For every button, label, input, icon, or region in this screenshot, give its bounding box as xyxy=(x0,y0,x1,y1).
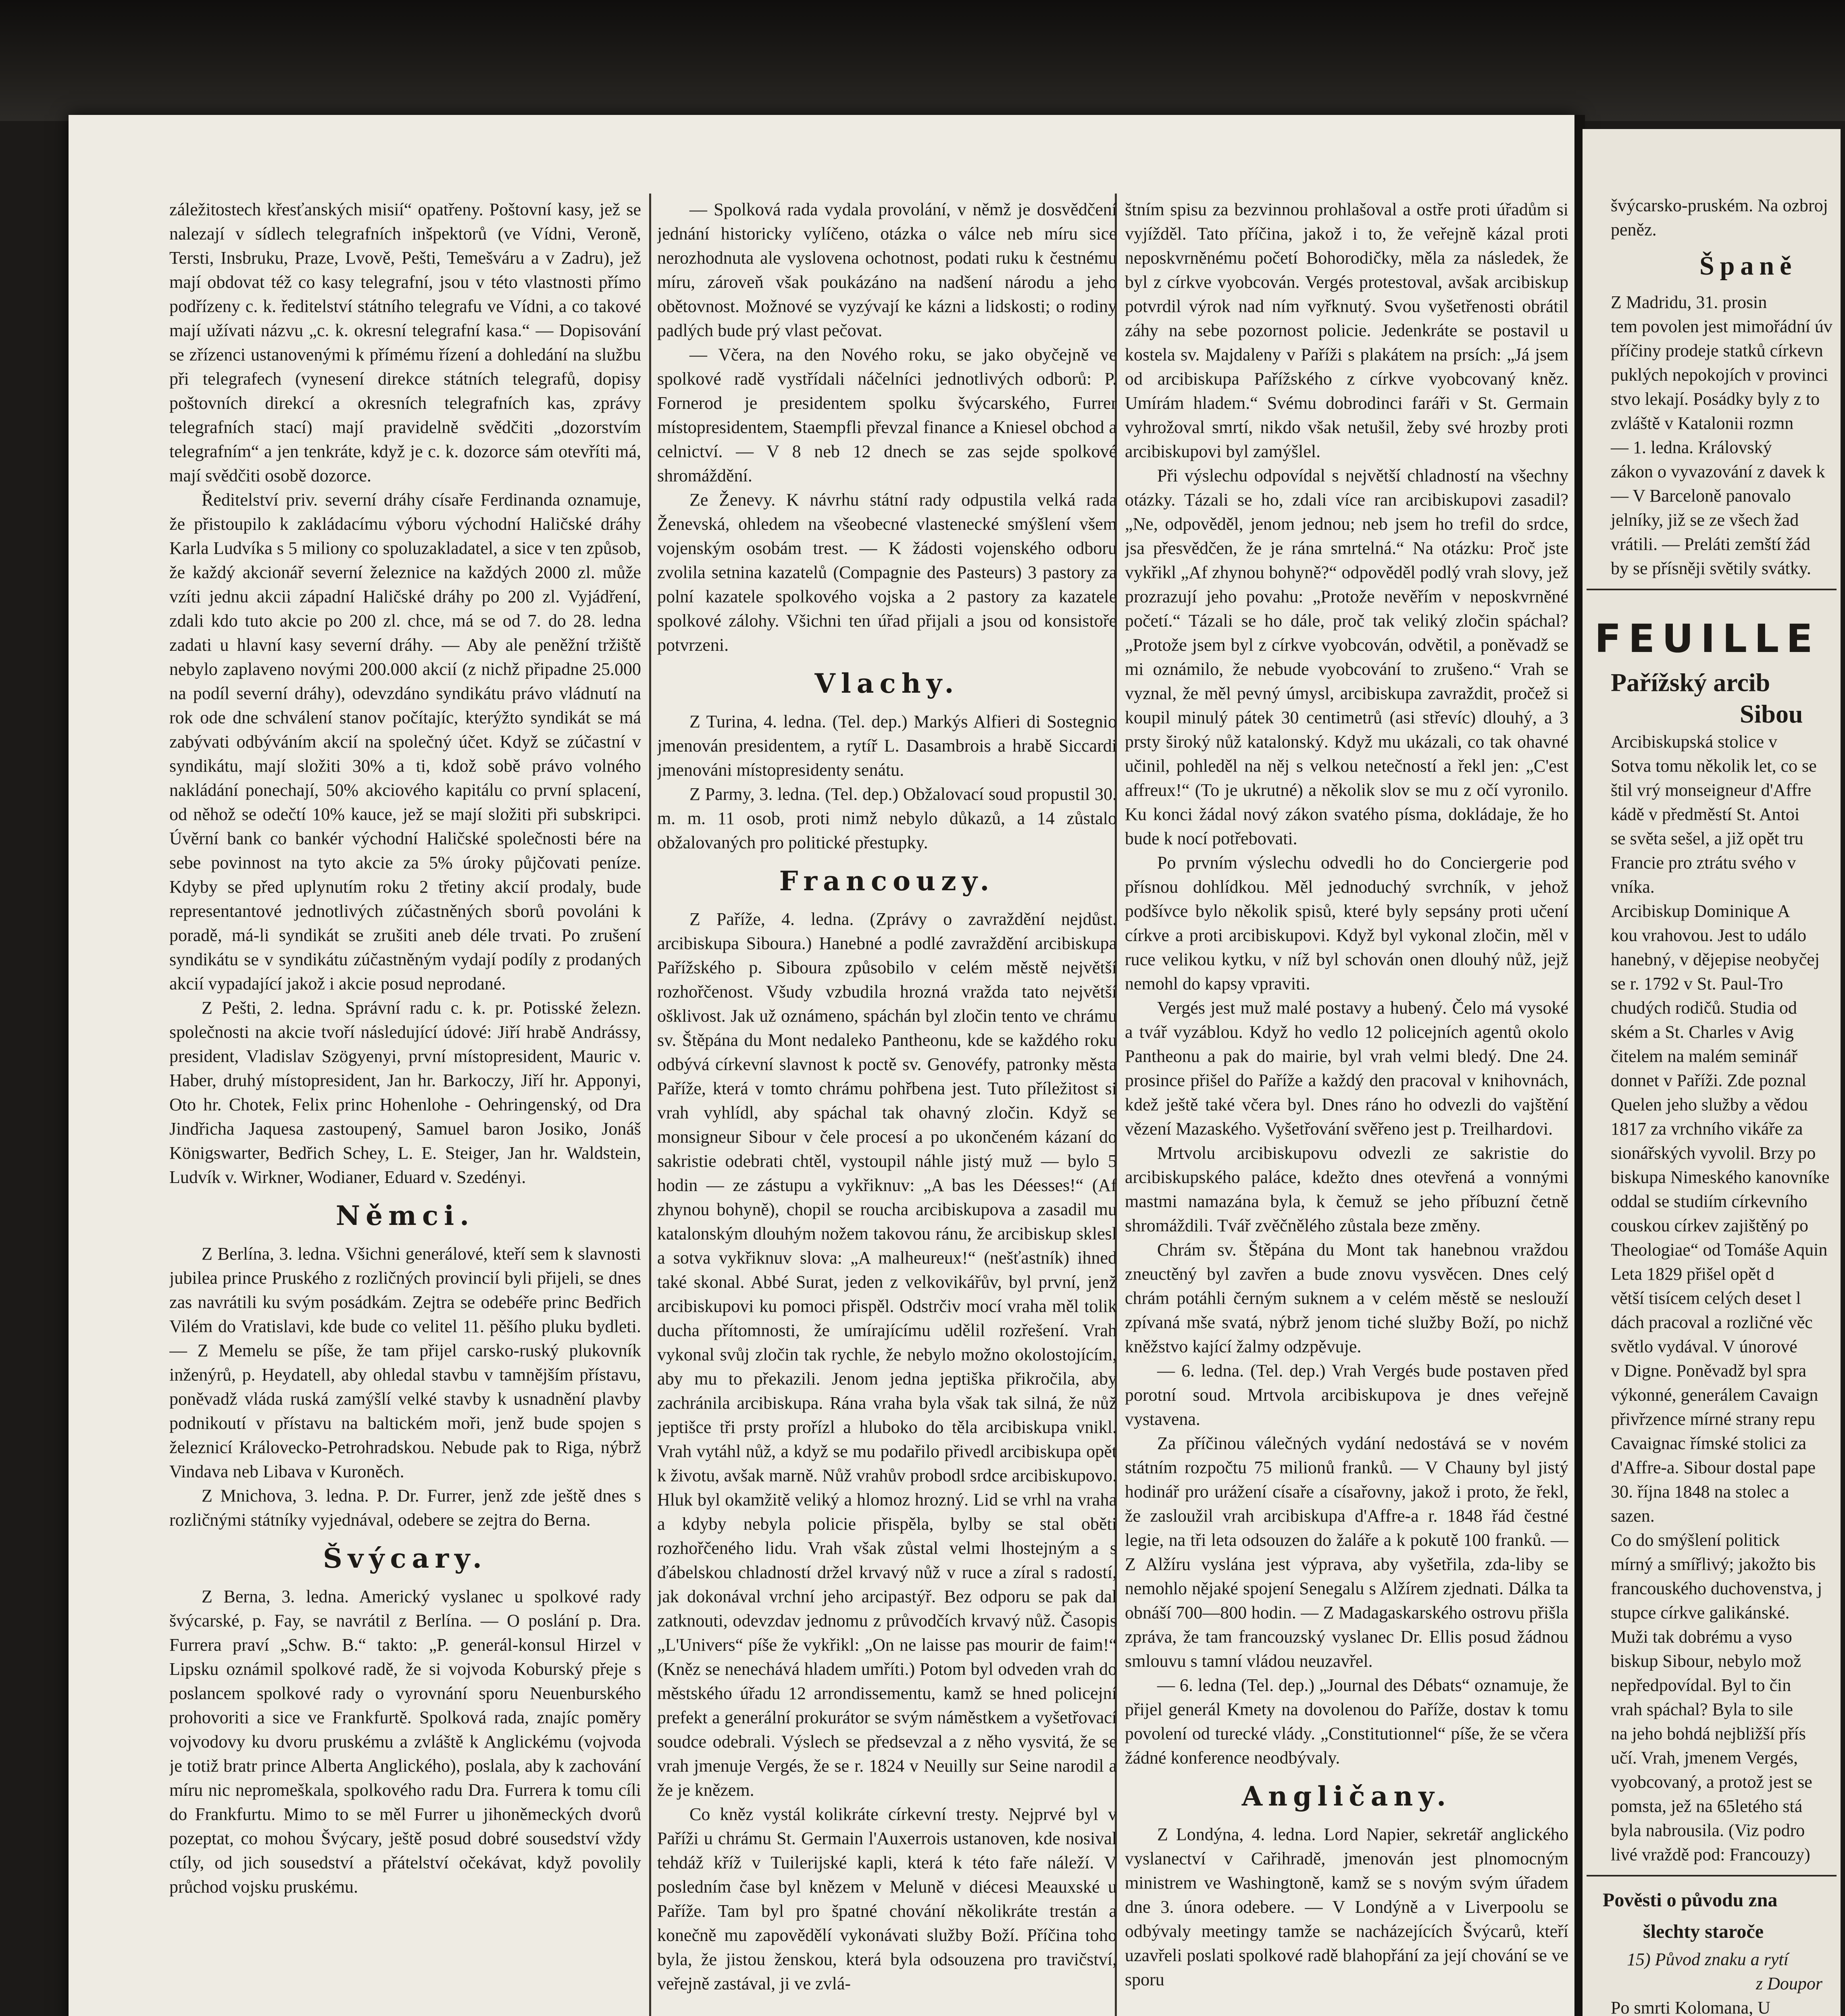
text-line: Z Madridu, 31. prosin xyxy=(1611,292,1767,312)
article-paragraph: Z Berlína, 3. ledna. Všichni generálové, kteří sem k slavnosti jubilea prince Pruského z rozličných provincií byli přijeli, se dnes zas navrátili ku svým posádkám. Zejtra se odebéře princ Bedřich Vilém do Vratislavi, kde bude co velitel 11. pěšího pluku bydleti. — Z Memelu se píše, že tam přijel carsko-ruský plukovník inženýrů, p. Heydatell, aby ohledal stavbu v tamnějším přístavu, poněvadž vláda ruská zamýšlí velké stavby k usnadnění plavby podnikoutí v přístavu na baltickém moři, jenž bude spojen s železnicí Královecko-Petrohradskou. Nebude pak to Riga, nýbrž Vindava neb Libava v Kuroněch. xyxy=(169,1244,641,1481)
story-subheading: 15) Původ znaku a rytí xyxy=(1627,1949,1789,1969)
article-paragraph: Co kněz vystál kolikráte církevní tresty. Nejprvé byl v Paříži u chrámu St. Germain l'Auxerrois ustanoven, kde nosival tehdáž kříž v Tuilerijské kapli, která k této faře náleží. V posledním čase byl knězem v Meluně v diécesi Meauxské u Paříže. Tam byl pro špatné chování několikráte trestán a konečně mu zapovědělí vykonávati služby Boží. Příčina toho byla, že jistou ženskou, která byla odsouzena pro travičství, veřejně zastával, ji ve zvlá- xyxy=(657,1804,1117,1993)
column-4-adjacent xyxy=(1587,194,1837,2016)
text-line: sazen. xyxy=(1611,1506,1655,1526)
text-line: donnet v Paříži. Zde poznal xyxy=(1611,1070,1807,1090)
scan-background-top xyxy=(0,0,1845,121)
text-line: Sotva tomu několik let, co se xyxy=(1611,756,1817,776)
text-line: by se přísněji světily svátky. xyxy=(1611,558,1811,578)
text-line: učí. Vrah, jmenem Vergés, xyxy=(1611,1748,1798,1768)
story-subheading: z Doupor xyxy=(1756,1974,1823,1993)
text-line: chudých rodičů. Studia od xyxy=(1611,998,1797,1018)
article-paragraph: Z Mnichova, 3. ledna. P. Dr. Furrer, jenž zde ještě dnes s rozličnými státníky vyjednával, odebere se zejtra do Berna. xyxy=(169,1486,641,1530)
text-line: — 1. ledna. Královský xyxy=(1611,437,1772,457)
column-1 xyxy=(169,198,641,2016)
article-paragraph: záležitostech křesťanských misií“ opatřeny. Poštovní kasy, jež se nalezají v sídlech telegrafních inšpektorů (ve Vídni, Veroně, Tersti, Insbruku, Praze, Lvově, Pešti, Temešváru a v Zadru), jež mají obdovat též co kasy telegrafní, jsou v této vlastnosti přímo podřízeny c. k. ředitelství státního telegrafu ve Vídni, a co takové mají užívati názvu „c. k. okresní telegrafní kasa.“ — Dopisování se zřízenci ustanovenými k přímému řízení a dohledání na službu při telegrafech (vynesení direkce státních telegrafů, dopisy poštovních direkcí a okresních telegrafních kas, zprávy telegrafních stací) mají pravidelně svědčiti „dozorstvím telegrafním“ a jen tenkráte, když je c. k. dozorce sám otevříti má, mají svědčiti osobě dozorce. xyxy=(169,200,641,485)
text-line: zvláště v Katalonii rozmn xyxy=(1611,413,1794,433)
text-line: — V Barceloně panovalo xyxy=(1611,486,1791,506)
article-paragraph: Mrtvolu arcibiskupovu odvezli ze sakristie do arcibiskupského paláce, kdežto dnes otevřená a vonnými mastmi namazána byla, k čemuž se jeho příbuzní četně shromáždili. Tvář zvěčnělého zůstala beze změny. xyxy=(1125,1143,1568,1235)
feuilleton-title: FEUILLE xyxy=(1595,616,1820,661)
text-lines xyxy=(1587,730,1837,1867)
text-line: byla nabrousila. (Viz podro xyxy=(1611,1820,1805,1840)
article-paragraph: — 6. ledna (Tel. dep.) „Journal des Débats“ oznamuje, že přijel generál Kmety na dovolenou do Paříže, dostav k tomu povolení od turecké vlády. „Constitutionnel“ píše, že se včera žádné konference neodbývaly. xyxy=(1125,1675,1568,1768)
story-heading: šlechty staroče xyxy=(1643,1921,1764,1942)
column-2 xyxy=(657,198,1117,2016)
text-lines xyxy=(1587,194,1837,242)
text-line: peněz. xyxy=(1611,220,1657,240)
text-lines xyxy=(1587,290,1837,581)
text-line: vrah spáchal? Byla to sile xyxy=(1611,1699,1793,1719)
article-paragraph: — 6. ledna. (Tel. dep.) Vrah Vergés bude postaven před porotní soud. Mrtvola arcibiskupova je dnes veřejně vystavena. xyxy=(1125,1361,1568,1429)
text-line: 30. října 1848 na stolec a xyxy=(1611,1482,1789,1502)
text-line: dách pracoval a rozličné věc xyxy=(1611,1312,1813,1332)
text-line: oddal se studiím církevního xyxy=(1611,1191,1808,1211)
text-line: v Digne. Poněvadž byl spra xyxy=(1611,1361,1807,1381)
text-line: francouského duchovenstva, j xyxy=(1611,1579,1822,1598)
divider xyxy=(1587,589,1837,590)
text-line: se r. 1792 v St. Paul-Tro xyxy=(1611,974,1783,993)
text-line: stupce církve galikánské. xyxy=(1611,1603,1790,1622)
text-line: Francie pro ztrátu svého v xyxy=(1611,853,1796,873)
text-line: nepředpovídal. Byl to čin xyxy=(1611,1675,1791,1695)
text-line: příčiny prodeje statků církevn xyxy=(1611,341,1823,360)
text-line: větší tisícem celých deset l xyxy=(1611,1288,1801,1308)
text-line: výkonné, generálem Cavaign xyxy=(1611,1385,1818,1405)
text-line: pomsta, jež na 65letého stá xyxy=(1611,1796,1803,1816)
article-paragraph: Po prvním výslechu odvedli ho do Conciergerie pod přísnou dohlídkou. Měl jednoduchý svrchník, v jehož podšívce bylo několik spisů, které byly sepsány proti učení církve a proti arcibiskupovi. Když byl vykonal zločin, měl v ruce velikou kytku, v níž byl schován onen dlouhý nůž, jejž nemohl do kapsy vpraviti. xyxy=(1125,853,1568,993)
feuilleton-subtitle: Pařížský arcib xyxy=(1611,668,1770,697)
story-heading: Pověsti o původu zna xyxy=(1603,1889,1778,1911)
article-paragraph: štním spisu za bezvinnou prohlašoval a ostře proti úřadům si vyjížděl. Tato příčina, jakož i to, že veřejně kázal proti neposkvrněnému početí Bohorodičky, měla za následek, že byl z církve vyobcován. Vergés protestoval, avšak arcibiskup potvrdil výrok nad ním vyřknutý. Svou vyšetřenosti obrátil záhy na sebe pozornost policie. Jedenkráte se postavil u kostela sv. Majdaleny v Paříži s plakátem na prsích: „Já jsem od arcibiskupa Pařížského z církve vyobcovaný kněz. Umírám hladem.“ Svému dobrodinci faráři v St. Germain vyhrožoval smrtí, nikdo však netušil, žeby své hrozby proti arcibiskupovi byl zamýšlel. xyxy=(1125,200,1568,461)
text-line: Co do smýšlení politick xyxy=(1611,1530,1780,1550)
text-line: Leta 1829 přišel opět d xyxy=(1611,1264,1774,1284)
section-heading-francouzy: Francouzy. xyxy=(779,865,995,897)
article-paragraph: Chrám sv. Štěpána du Mont tak hanebnou vraždou zneuctěný byl zavřen a bude znovu vysvěcen. Dnes celý chrám potáhli černým suknem a v celém městě se neslouží zpívaná mše svatá, nýbrž jenom tiché služby Boží, po nichž kněžstvo kající žalmy odzpěvuje. xyxy=(1125,1240,1568,1356)
article-paragraph: — Spolková rada vydala provolání, v němž je dosvědčení jednání historicky vylíčeno, otázka o válce neb míru sice nerozhodnuta ale vyslovena ochotnost, podati ruku k čestnému míru, zároveň však poukázáno na nadšení národu a jeho obětovnost. Možnové se vyzývají ke kázni a lidskosti; o rodiny padlých bude prý vlast pečovat. xyxy=(657,200,1117,340)
section-heading-svycary: Švýcary. xyxy=(323,1543,487,1574)
article-paragraph: Za příčinou válečných vydání nedostává se v novém státním rozpočtu 75 milionů franků. — V Chauny byl jistý hodinář pro urážení císaře a císařovny, jakož i proto, že řekl, že zasloužil vrah arcibiskupa d'Affre-a r. 1848 řád čestné legie, na tři leta odsouzen do žaláře a k pokutě 100 franků. — Z Alžíru vyslána jest výprava, aby vyšetřila, zda-liby se nemohlo nějaké spojení Senegalu s Alžírem zjednati. Dálka ta obnáší 700—800 hodin. — Z Madagaskarského ostrovu přišla zpráva, že tam francouzský vyslanec Dr. Ellis posud žádnou smlouvu s tamní vládou neuzavřel. xyxy=(1125,1433,1568,1671)
text-line: sionářských vyvolil. Brzy po xyxy=(1611,1143,1816,1163)
text-line: vrátili. — Preláti zemští žád xyxy=(1611,534,1810,554)
text-line: tem povolen jest mimořádní úv xyxy=(1611,317,1833,336)
article-paragraph: Z Parmy, 3. ledna. (Tel. dep.) Obžalovací soud propustil 30. m. m. 11 osob, proti nimž nebylo důkazů, a 14 zůstalo obžalovaných pro politické přestupky. xyxy=(657,784,1117,852)
text-line: Theologiae“ od Tomáše Aquin xyxy=(1611,1240,1828,1260)
article-paragraph: Z Berna, 3. ledna. Americký vyslanec u spolkové rady švýcarské, p. Fay, se navrátil z Berlína. — O poslání p. Dra. Furrera praví „Schw. B.“ takto: „P. generál-konsul Hirzel v Lipsku oznámil spolkové radě, že si vojvoda Koburský přeje s poslancem spolkové rady o vyrovnání sporu Neuenburského prohovoriti a sice ve Frankfurtě. Spolková rada, znajíc poměry vojvodovy ku dvoru pruskému a zvláště k Anglickému (vojvoda je totiž bratr prince Alberta Anglického), poslala, aby k zachování míru nic nepromeškala, spolkového radu Dra. Furrera k tomu cíli do Frankfurtu. Mimo to se měl Furrer u jihoněmeckých dvorů pozeptat, co mohou Švýcary, ještě posud dobré sousedství vždy ctíly, od jich sousedství a přátelství očekávat, když povolily průchod vojsku pruskému. xyxy=(169,1587,641,1897)
text-line: čitelem na malém seminář xyxy=(1611,1046,1798,1066)
article-paragraph: Z Londýna, 4. ledna. Lord Napier, sekretář anglického vyslanectví v Cařihradě, jmenován jest plnomocným ministrem ve Washingtoně, kamž se s novým svým úřadem dne 3. února odebere. — V Londýně a v Liverpoolu se odbývaly meetingy tamže se nacházejících Švýcarů, kteří uzavřeli poslati spolkové radě blahopřání za její chování se ve sporu xyxy=(1125,1824,1568,1989)
text-line: Po smrti Kolomana, U xyxy=(1611,1998,1770,2016)
text-line: ském a St. Charles v Avig xyxy=(1611,1022,1794,1042)
text-line: biskup Sibour, nebylo mož xyxy=(1611,1651,1801,1671)
section-heading-nemci: Němci. xyxy=(335,1200,475,1231)
text-line: biskupa Nimeského kanovníke xyxy=(1611,1167,1830,1187)
text-line: Quelen jeho služby a vědou xyxy=(1611,1095,1808,1114)
text-line: Arcibiskupská stolice v xyxy=(1611,732,1778,752)
text-line: Arcibiskup Dominique A xyxy=(1611,901,1790,921)
article-paragraph: Z Turina, 4. ledna. (Tel. dep.) Markýs Alfieri di Sostegnio jmenován presidentem, a rytíř L. Dasambrois a hrabě Siccardi jmenováni místopresidenty senátu. xyxy=(657,712,1117,780)
text-line: Muži tak dobrému a vyso xyxy=(1611,1627,1792,1647)
text-line: na jeho bohdá nejbližší přís xyxy=(1611,1724,1806,1743)
feuilleton-subtitle: Sibou xyxy=(1740,700,1803,728)
article-paragraph: Ze Ženevy. K návrhu státní rady odpustila velká rada Ženevská, ohledem na všeobecné vlastenecké smýšlení všem vojenským osobám trest. — K žádosti vojenského odboru zvolila setnina kazatelů (Compagnie des Pasteurs) 3 pastory za polní kazatele spolkového vojska a 2 pastory za kazatele spolkové zálohy. Všichni ten úřad přijali a jsou od konsistoře potvrzeni. xyxy=(657,490,1117,655)
section-heading-vlachy: Vlachy. xyxy=(814,668,960,699)
text-line: vníka. xyxy=(1611,877,1655,897)
text-line: puklých nepokojích v provinci xyxy=(1611,365,1828,385)
article-paragraph: Z Pešti, 2. ledna. Správní radu c. k. pr. Potisské železn. společnosti na akcie tvoří následující údové: Jiří hrabě Andrássy, president, Vladislav Szögyenyi, první místopresident, Mauric v. Haber, druhý místopresident, Jan hr. Barkoczy, Jiří hr. Apponyi, Oto hr. Chotek, Felix princ Hohenlohe - Oehringenský, od Dra Jindřicha Jaquesa zastoupený, Samuel baron Josiko, Jonáš Königswarter, Bedřich Schey, L. E. Steiger, Jan hr. Waldstein, Ludvík v. Wirkner, Wodianer, Eduard v. Szedényi. xyxy=(169,998,641,1187)
text-line: štil vrý monseigneur d'Affre xyxy=(1611,780,1812,800)
divider xyxy=(1587,1875,1837,1876)
text-line: přivřzence mírné strany repu xyxy=(1611,1409,1815,1429)
text-line: kou vrahovou. Jest to událo xyxy=(1611,925,1807,945)
article-paragraph: Z Paříže, 4. ledna. (Zprávy o zavraždění nejdůst. arcibiskupa Siboura.) Hanebné a podlé zavraždění arcibiskupa Pařížského p. Siboura způsobilo v celém městě největší rozhořčenost. Všudy vzbudila hrozná vražda tato největší ošklivost. Jak už oznámeno, spáchán byl zločin tento ve chrámu sv. Štěpána du Mont nedaleko Pantheonu, kde se každého roku odbývá církevní slavnost k poctě sv. Genovéfy, patronky města Paříže, která v tomto chrámu pohřbena jest. Tuto příležitost si vrah vyhlídl, aby spáchal tak ohavný zločin. Když se monsigneur Sibour v čele procesí a po ukončeném kázaní do sakristie odebrati chtěl, vystoupil náhle jistý muž — bylo 5 hodin — ze zástupu a vykřiknuv: „A bas les Déesses!“ (Af zhynou bohyně), chopil se roucha arcibiskupova a zasadil mu katalonským dlouhým nožem takovou ránu, že arcibiskup sklesl a sotva vykřiknuv slova: „A malheureux!“ (nešťastník) ihned také skonal. Abbé Surat, jeden z velkovikářův, byl první, jenž arcibiskupovi ku pomoci přispěl. Odstrčiv mocí vraha měl tolik ducha přítomnosti, že umírajícímu udělil rozřešení. Vrah vykonal svůj zločin tak rychle, že nebylo možno okolostojícím, aby mu to překazili. Jenom jedna jeptiška přikročila, aby zachránila arcibiskupa. Rána vraha byla však tak silná, že nůž jeptišce tři prsty prořízl a hluboko do těla arcibiskupa vnikl. Vrah vytáhl nůž, a když se mu podařilo přivedl arcibiskupa opět k životu, avšak marně. Nůž vrahův probodl srdce arcibiskupovo. Hluk byl okamžitě veliký a hlomoz hrozný. Lid se vrhl na vraha a kdyby nebyla policie přispěla, bylby se stal oběti rozhořčeného lidu. Vrah však zůstal velmi lhostejným a s ďábelskou chladností držel krvavý nůž v ruce a zíral s radostí, jak dokonával vrchní jeho arcipastýř. Bez odporu se pak dal zatknouti, odevzdav jednomu z průvodčích krvavý nůž. Časopis „L'Univers“ píše že vykřikl: „On ne laisse pas mourir de faim!“ (Kněz se nenechává hladem umříti.) Potom byl odveden vrah do městského úřadu 12 arrondissementu, kamž se hned policejní prefekt a generální prokurátor se svým náměstkem a vyšetřovací soudce odebrali. Výslech se předsevzal a z něho vysvitá, že se vrah jmenuje Vergés, že se r. 1824 v Neuilly sur Seine narodil a že je knězem. xyxy=(657,909,1117,1800)
column-rule xyxy=(649,194,651,2016)
text-line: kádě v předměstí St. Antoi xyxy=(1611,804,1800,824)
text-line: se světa sešel, a již opět tru xyxy=(1611,829,1803,848)
text-line: livé vraždě pod: Francouzy) xyxy=(1611,1845,1810,1864)
text-line: vyobcovaný, a protož jest se xyxy=(1611,1772,1812,1792)
text-line: zákon o vyvazování z davek k xyxy=(1611,462,1825,481)
section-heading-anglicany: Angličany. xyxy=(1241,1781,1452,1812)
text-line: 1817 za vrchního vikáře za xyxy=(1611,1119,1803,1139)
article-paragraph: Vergés jest muž malé postavy a hubený. Čelo má vysoké a tvář vyzáblou. Když ho vedlo 12 policejních agentů okolo Pantheonu a pak do mairie, byl vrah velmi bledý. Dne 24. prosince přišel do Paříže a každý den pracoval v knihovnách, kdež ještě také včera byl. Dnes ráno ho odvezli do vajštění vězení Mazaského. Vyšetřování svěřeno jest p. Treilhardovi. xyxy=(1125,998,1568,1139)
text-line: Cavaignac římské stolici za xyxy=(1611,1433,1807,1453)
text-line: mírný a smířlivý; jakožto bis xyxy=(1611,1554,1816,1574)
text-line: d'Affre-a. Sibour dostal pape xyxy=(1611,1458,1816,1477)
text-line: couskou církev zajištěný po xyxy=(1611,1216,1808,1235)
text-line: světlo vydával. V únorové xyxy=(1611,1337,1797,1356)
text-lines xyxy=(1587,1996,1837,2016)
text-line: jelníky, již se ze všech žad xyxy=(1611,510,1799,530)
article-paragraph: Ředitelství priv. severní dráhy císaře Ferdinanda oznamuje, že přistoupilo k zakládacímu výboru východní Haličské dráhy Karla Ludvíka s 5 miliony co spoluzakladatel, a sice v ten způsob, že každý akcionář severní železnice na každých 2000 zl. může vzíti jednu akcii západní Haličské dráhy po 200 zl. Vyjádření, zdali kdo tuto akcie po 200 zl. chce, má se od 7. do 28. ledna zadati u hlavní kasy severní dráhy. — Aby ale peněžní tržiště nebylo zaplaveno novými 200.000 akcií (z nichž připadne 25.000 na podíl severní dráhy), odevzdáno syndikátu právo vládnutí na rok ode dne schválení stanov počítajíc, kterýžto syndikát se má zabývati odbýváním akcií na společný účet. Když se zúčastní v syndikátu, mají složiti 30% a ti, kdož sobě právo volného nakládání ponechají, 50% akciového kapitálu co první splacení, od něhož se odečtí 10% kauce, jež se mají složiti při subskripci. Úvěrní bank co bankér východní Haličské společnosti bére na sebe povinnost na tyto akcie za 5% úroky půjčovati peníze. Kdyby se před uplynutím roku 2 třetiny akcií prodaly, bude representantové jednotlivých zúčastněných sborů povoláni k poradě, má-li syndikát se zrušiti aneb déle trvati. Po zrušení syndikátu se v syndikátu zúčastněným vydají podíly z prodaných akcií vypadající jakož i akcie posud neprodané. xyxy=(169,490,641,993)
column-3 xyxy=(1125,198,1568,2016)
article-paragraph: Při výslechu odpovídal s největší chladností na všechny otázky. Tázali se ho, zdali více ran arcibiskupovi zasadil? „Ne, odpověděl, jenom jednou; neb jsem ho trefil do srdce, jsa přesvědčen, že je rána smrtelná.“ Na otázku: Proč jste vykřikl „Af zhynou bohyně?“ odpověděl podlý vrah slovy, jež prozrazují jeho povahu: „Protože nevěřím v neposkvrněné početí.“ Tázali se ho dále, proč tak veliký zločin spáchal? „Protože jsem byl z církve vyobcován, odvětil, a poněvadž se mi oznámilo, že nebude vyobcování to zrušeno.“ Vrah se vyznal, že měl pevný úmysl, arcibiskupa zavraždit, pročež si koupil minulý pátek 30 centimetrů (asi střevíc) dlouhý, a 3 prsty široký nůž katalonský. Když mu ukázali, co tak ohavné učinil, pohleděl na něj s velkou netečností a řekl jen: „C'est affreux!“ (To je ukrutné) a několik slov se mu z očí vyronilo. Ku konci žádal nový zákon svatého písma, dokládaje, že ho bude k nocí potřebovati. xyxy=(1125,466,1568,848)
section-heading-spanely: Španě xyxy=(1699,251,1797,281)
text-line: švýcarsko-pruském. Na ozbroj xyxy=(1611,196,1828,215)
article-paragraph: — Včera, na den Nového roku, se jako obyčejně ve spolkové radě vystřídali náčelníci jednotlivých odborů: P. Fornerod je presidentem spolku švýcarského, Furrer místopresidentem, Staempfli převzal finance a Kniesel obchod a celnictví. — V 8 neb 12 dnech se zas sejde spolkové shromáždění. xyxy=(657,345,1117,485)
text-line: stvo lekají. Posádky byly z to xyxy=(1611,389,1820,409)
text-line: hanebný, v dějepise neobyčej xyxy=(1611,950,1820,969)
